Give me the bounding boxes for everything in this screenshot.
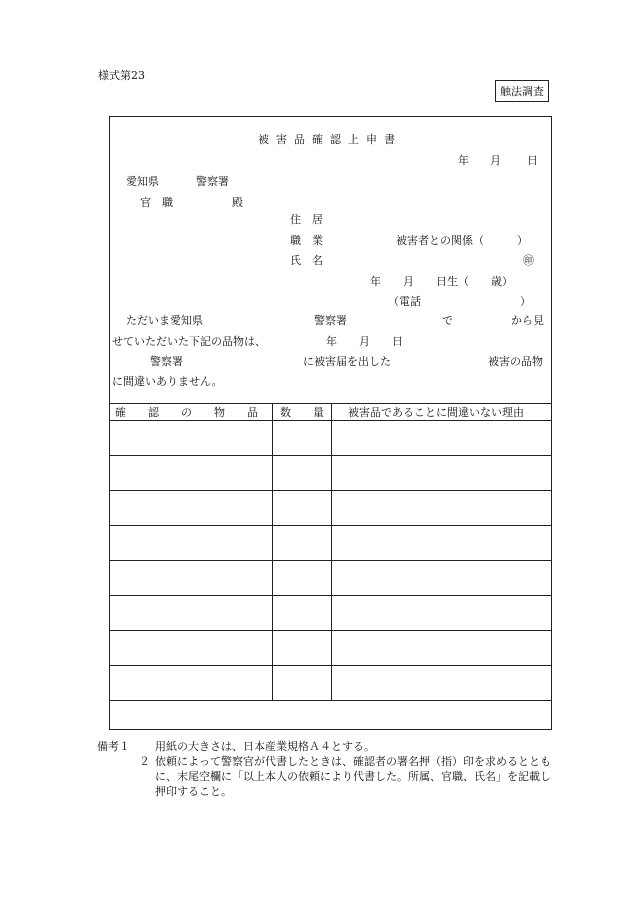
occupation-label: 職 業: [290, 234, 323, 247]
date-month: 月: [490, 154, 501, 167]
date-year: 年: [458, 154, 469, 167]
recipient-honorific: 殿: [232, 196, 243, 209]
form-number: 様式第23: [98, 69, 145, 82]
recipient-prefecture: 愛知県: [126, 175, 159, 188]
col-header-quantity: 数 量: [280, 406, 324, 419]
body-line4: に間違いありません。: [112, 375, 223, 388]
body-line3-a: 警察署: [150, 355, 183, 368]
table-col-rule: [272, 403, 273, 700]
relation-label: 被害者との関係（ ）: [396, 234, 528, 247]
note-item-1: 用紙の大きさは、日本産業規格Ａ４とする。: [155, 740, 375, 753]
body-line3-c: 被害の品物: [488, 355, 543, 368]
table-row-rule: [109, 700, 552, 701]
recipient-station: 警察署: [196, 175, 229, 188]
body-line2-a: せていただいた下記の品物は、: [112, 335, 266, 348]
name-label: 氏 名: [290, 254, 323, 267]
body-line1-d: から見: [511, 314, 544, 327]
date-day: 日: [527, 154, 538, 167]
document-title: 被害品確認上申書: [258, 133, 402, 146]
body-line1-a: ただいま愛知県: [126, 314, 203, 327]
body-line3-b: に被害届を出した: [303, 355, 391, 368]
body-line1-c: で: [442, 314, 453, 327]
phone-label: （電話 ）: [388, 295, 531, 308]
notes: [97, 739, 557, 799]
notes-label: 備考１: [97, 740, 130, 753]
col-header-reason: 被害品であることに間違いない理由: [348, 406, 524, 419]
birth-label: 年 月 日生（ 歳）: [370, 275, 513, 288]
body-line1-b: 警察署: [314, 314, 347, 327]
address-label: 住 居: [290, 213, 323, 226]
note-num-2: ２: [139, 755, 150, 768]
recipient-rank: 官 職: [140, 196, 173, 209]
col-header-items: 確 認 の 物 品: [115, 406, 258, 419]
table-col-rule: [331, 403, 332, 700]
body-line2-b: 年 月 日: [326, 335, 403, 348]
form-tag: 触法調査: [495, 80, 549, 102]
note-item-2: 依頼によって警察官が代書したときは、確認者の署名押（指）印を求めるとともに、末尾空欄に「以上本人の依頼により代書した。所属、官職、氏名」を記載し押印すること。: [155, 755, 551, 798]
seal-mark: ㊞: [523, 254, 534, 267]
